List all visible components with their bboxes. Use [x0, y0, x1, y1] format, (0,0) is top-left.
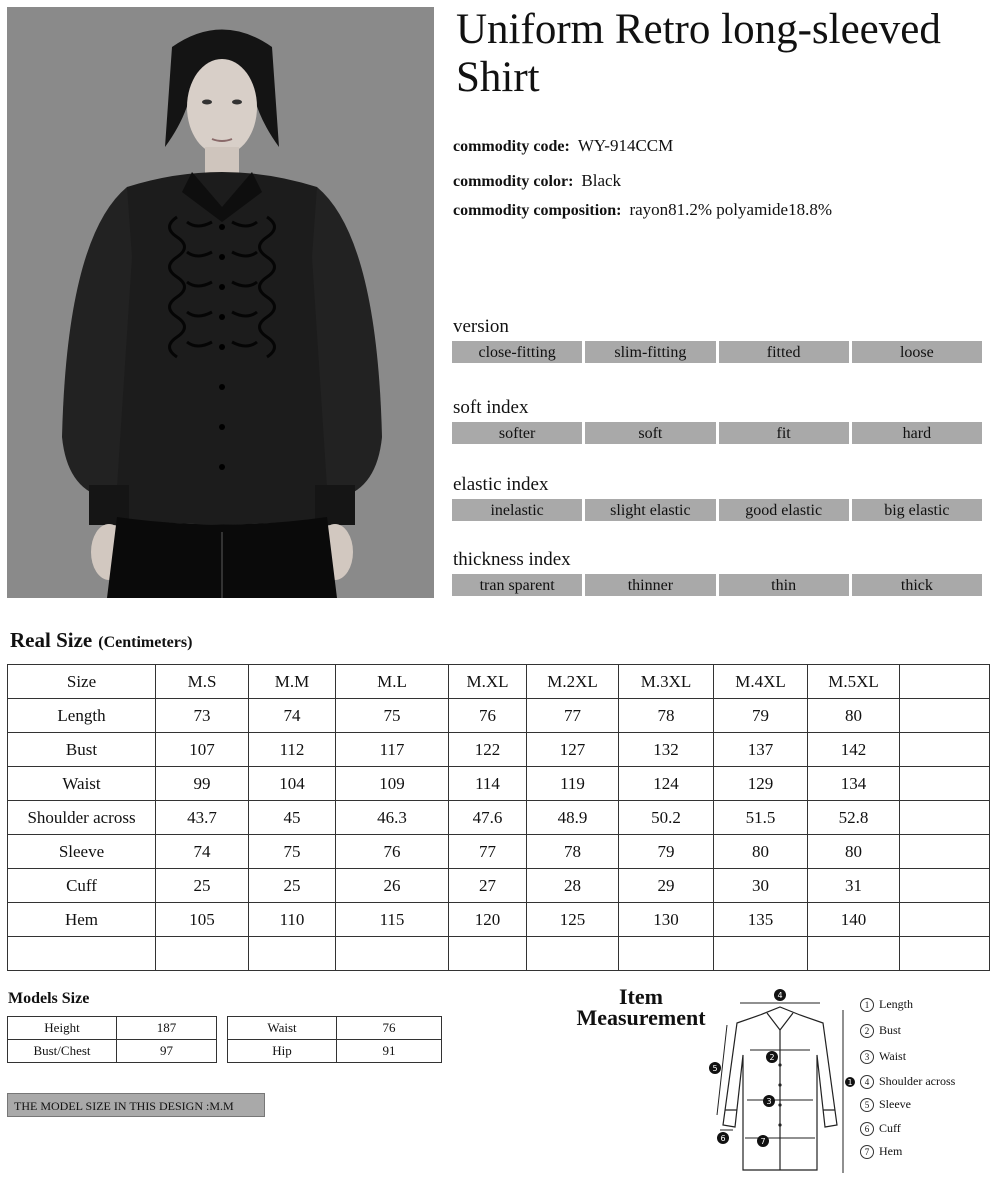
legend-number-icon: 7: [860, 1145, 874, 1159]
table-cell: 78: [527, 835, 619, 869]
legend-label: Waist: [879, 1049, 907, 1063]
table-row: [8, 1040, 217, 1063]
table-cell: [808, 937, 900, 971]
shirt-measurement-diagram-icon: [705, 985, 855, 1185]
svg-text:3: 3: [766, 1097, 772, 1106]
legend-number-icon: 2: [860, 1024, 874, 1038]
table-cell: Hem: [8, 903, 156, 937]
commodity-composition-value: rayon81.2% polyamide18.8%: [629, 200, 832, 219]
table-cell: 104: [249, 767, 336, 801]
commodity-color-label: commodity color:: [453, 173, 574, 190]
table-cell: 130: [619, 903, 714, 937]
table-cell: 45: [249, 801, 336, 835]
table-cell: 29: [619, 869, 714, 903]
svg-text:7: 7: [760, 1137, 766, 1146]
table-cell: 117: [336, 733, 449, 767]
table-cell: [449, 937, 527, 971]
table-header-cell: M.3XL: [619, 665, 714, 699]
models-cell: Waist: [228, 1017, 337, 1040]
table-cell: 30: [714, 869, 808, 903]
table-cell: 26: [336, 869, 449, 903]
table-cell: 134: [808, 767, 900, 801]
version-option: slim-fitting: [585, 341, 715, 363]
legend-number-icon: 6: [860, 1122, 874, 1136]
table-row: [8, 835, 990, 869]
table-header-cell: M.L: [336, 665, 449, 699]
commodity-code-row: [453, 136, 673, 156]
table-cell: 127: [527, 733, 619, 767]
table-cell: [156, 937, 249, 971]
table-row: [8, 1017, 217, 1040]
table-header-cell: Size: [8, 665, 156, 699]
table-cell: 25: [156, 869, 249, 903]
legend-label: Shoulder across: [879, 1074, 956, 1088]
table-cell: 107: [156, 733, 249, 767]
models-cell: Bust/Chest: [8, 1040, 117, 1063]
svg-text:4: 4: [777, 991, 783, 1000]
version-label: version: [453, 316, 509, 337]
elastic-index-scale: [452, 499, 982, 521]
table-row: [8, 733, 990, 767]
table-row: [8, 903, 990, 937]
models-size-title: Models Size: [8, 990, 90, 1007]
table-cell: 48.9: [527, 801, 619, 835]
model-illustration: [7, 7, 434, 598]
table-row: [8, 937, 990, 971]
table-cell: 120: [449, 903, 527, 937]
table-row: [8, 767, 990, 801]
table-cell: 105: [156, 903, 249, 937]
table-cell: [900, 903, 990, 937]
size-table: [7, 664, 990, 971]
legend-item: [860, 1049, 906, 1064]
table-header-cell: M.5XL: [808, 665, 900, 699]
svg-text:6: 6: [720, 1134, 726, 1143]
elastic-index-option: slight elastic: [585, 499, 715, 521]
table-cell: 46.3: [336, 801, 449, 835]
table-cell: 80: [808, 699, 900, 733]
table-cell: 76: [336, 835, 449, 869]
table-cell: 125: [527, 903, 619, 937]
table-cell: 75: [336, 699, 449, 733]
table-cell: 77: [527, 699, 619, 733]
models-cell: 91: [337, 1040, 442, 1063]
models-cell: Height: [8, 1017, 117, 1040]
table-cell: [900, 699, 990, 733]
item-measurement-title-line2: Measurement: [576, 1005, 706, 1030]
product-photo: [7, 7, 434, 598]
table-cell: 109: [336, 767, 449, 801]
real-size-unit: (Centimeters): [98, 634, 193, 651]
legend-label: Sleeve: [879, 1097, 911, 1111]
table-cell: [900, 733, 990, 767]
table-header-cell: [900, 665, 990, 699]
table-header-cell: M.M: [249, 665, 336, 699]
table-cell: [619, 937, 714, 971]
legend-item: [860, 1023, 901, 1038]
table-header-cell: M.XL: [449, 665, 527, 699]
table-cell: [900, 937, 990, 971]
table-row: [8, 869, 990, 903]
table-cell: 112: [249, 733, 336, 767]
svg-text:1: 1: [847, 1078, 853, 1087]
svg-text:2: 2: [769, 1053, 775, 1062]
table-cell: 79: [714, 699, 808, 733]
table-cell: [249, 937, 336, 971]
thickness-index-option: thin: [719, 574, 849, 596]
version-option: fitted: [719, 341, 849, 363]
soft-index-option: soft: [585, 422, 715, 444]
table-cell: 99: [156, 767, 249, 801]
table-cell: 114: [449, 767, 527, 801]
commodity-composition-label: commodity composition:: [453, 202, 622, 219]
commodity-color-value: Black: [581, 171, 622, 190]
table-cell: 52.8: [808, 801, 900, 835]
soft-index-option: fit: [719, 422, 849, 444]
table-cell: [8, 937, 156, 971]
legend-item: [860, 1121, 901, 1136]
thickness-index-option: tran sparent: [452, 574, 582, 596]
table-cell: 119: [527, 767, 619, 801]
table-cell: 73: [156, 699, 249, 733]
table-cell: 50.2: [619, 801, 714, 835]
legend-number-icon: 5: [860, 1098, 874, 1112]
table-cell: [336, 937, 449, 971]
table-cell: 28: [527, 869, 619, 903]
legend-label: Bust: [879, 1023, 902, 1037]
table-cell: 51.5: [714, 801, 808, 835]
table-cell: 110: [249, 903, 336, 937]
elastic-index-option: big elastic: [852, 499, 982, 521]
legend-label: Cuff: [879, 1121, 901, 1135]
thickness-index-option: thinner: [585, 574, 715, 596]
product-title: Uniform Retro long-sleeved Shirt: [456, 6, 941, 101]
table-cell: [900, 801, 990, 835]
real-size-title: Real Size: [10, 628, 93, 652]
table-cell: [714, 937, 808, 971]
elastic-index-option: inelastic: [452, 499, 582, 521]
thickness-index-label: thickness index: [453, 549, 571, 570]
table-cell: 80: [808, 835, 900, 869]
commodity-composition-row: [453, 200, 832, 220]
table-cell: 140: [808, 903, 900, 937]
models-cell: 187: [117, 1017, 217, 1040]
table-cell: 31: [808, 869, 900, 903]
table-cell: 115: [336, 903, 449, 937]
table-header-cell: M.2XL: [527, 665, 619, 699]
table-cell: 132: [619, 733, 714, 767]
table-cell: 43.7: [156, 801, 249, 835]
table-cell: 142: [808, 733, 900, 767]
legend-item: [860, 997, 913, 1012]
models-size-table-right: [227, 1016, 442, 1063]
table-cell: Bust: [8, 733, 156, 767]
table-cell: 124: [619, 767, 714, 801]
item-measurement-title: [560, 986, 722, 1028]
legend-label: Length: [879, 997, 913, 1011]
item-measurement-title-line1: Item: [619, 984, 663, 1009]
soft-index-option: hard: [852, 422, 982, 444]
table-cell: Cuff: [8, 869, 156, 903]
table-cell: 80: [714, 835, 808, 869]
table-cell: 74: [249, 699, 336, 733]
elastic-index-label: elastic index: [453, 474, 549, 495]
soft-index-scale: [452, 422, 982, 444]
table-row: [228, 1040, 442, 1063]
legend-item: [860, 1144, 902, 1159]
models-cell: 76: [337, 1017, 442, 1040]
legend-item: [860, 1097, 911, 1112]
table-cell: 74: [156, 835, 249, 869]
table-header-cell: M.S: [156, 665, 249, 699]
table-cell: 75: [249, 835, 336, 869]
models-cell: 97: [117, 1040, 217, 1063]
thickness-index-option: thick: [852, 574, 982, 596]
table-cell: 25: [249, 869, 336, 903]
table-row: [8, 699, 990, 733]
legend-number-icon: 3: [860, 1050, 874, 1064]
table-cell: 137: [714, 733, 808, 767]
table-cell: [900, 869, 990, 903]
model-size-note: THE MODEL SIZE IN THIS DESIGN :M.M: [7, 1093, 265, 1117]
table-cell: [527, 937, 619, 971]
models-cell: Hip: [228, 1040, 337, 1063]
table-cell: Waist: [8, 767, 156, 801]
table-cell: 77: [449, 835, 527, 869]
elastic-index-option: good elastic: [719, 499, 849, 521]
table-cell: [900, 835, 990, 869]
legend-number-icon: 4: [860, 1075, 874, 1089]
legend-label: Hem: [879, 1144, 903, 1158]
table-header-cell: M.4XL: [714, 665, 808, 699]
thickness-index-scale: [452, 574, 982, 596]
table-cell: Length: [8, 699, 156, 733]
table-cell: Sleeve: [8, 835, 156, 869]
models-size-table-left: [7, 1016, 217, 1063]
commodity-code-label: commodity code:: [453, 138, 570, 155]
legend-item: [860, 1074, 955, 1089]
table-row: [8, 801, 990, 835]
table-cell: 79: [619, 835, 714, 869]
svg-text:5: 5: [712, 1064, 718, 1073]
table-row: [228, 1017, 442, 1040]
table-cell: [900, 767, 990, 801]
table-cell: 129: [714, 767, 808, 801]
soft-index-label: soft index: [453, 397, 529, 418]
table-cell: 135: [714, 903, 808, 937]
version-scale: [452, 341, 982, 363]
real-size-heading: [10, 628, 192, 653]
table-cell: 78: [619, 699, 714, 733]
commodity-code-value: WY-914CCM: [577, 136, 674, 155]
legend-number-icon: 1: [860, 998, 874, 1012]
table-cell: Shoulder across: [8, 801, 156, 835]
table-cell: 47.6: [449, 801, 527, 835]
table-cell: 27: [449, 869, 527, 903]
version-option: loose: [852, 341, 982, 363]
version-option: close-fitting: [452, 341, 582, 363]
table-header-row: [8, 665, 990, 699]
table-cell: 122: [449, 733, 527, 767]
table-cell: 76: [449, 699, 527, 733]
soft-index-option: softer: [452, 422, 582, 444]
commodity-color-row: [453, 171, 621, 191]
